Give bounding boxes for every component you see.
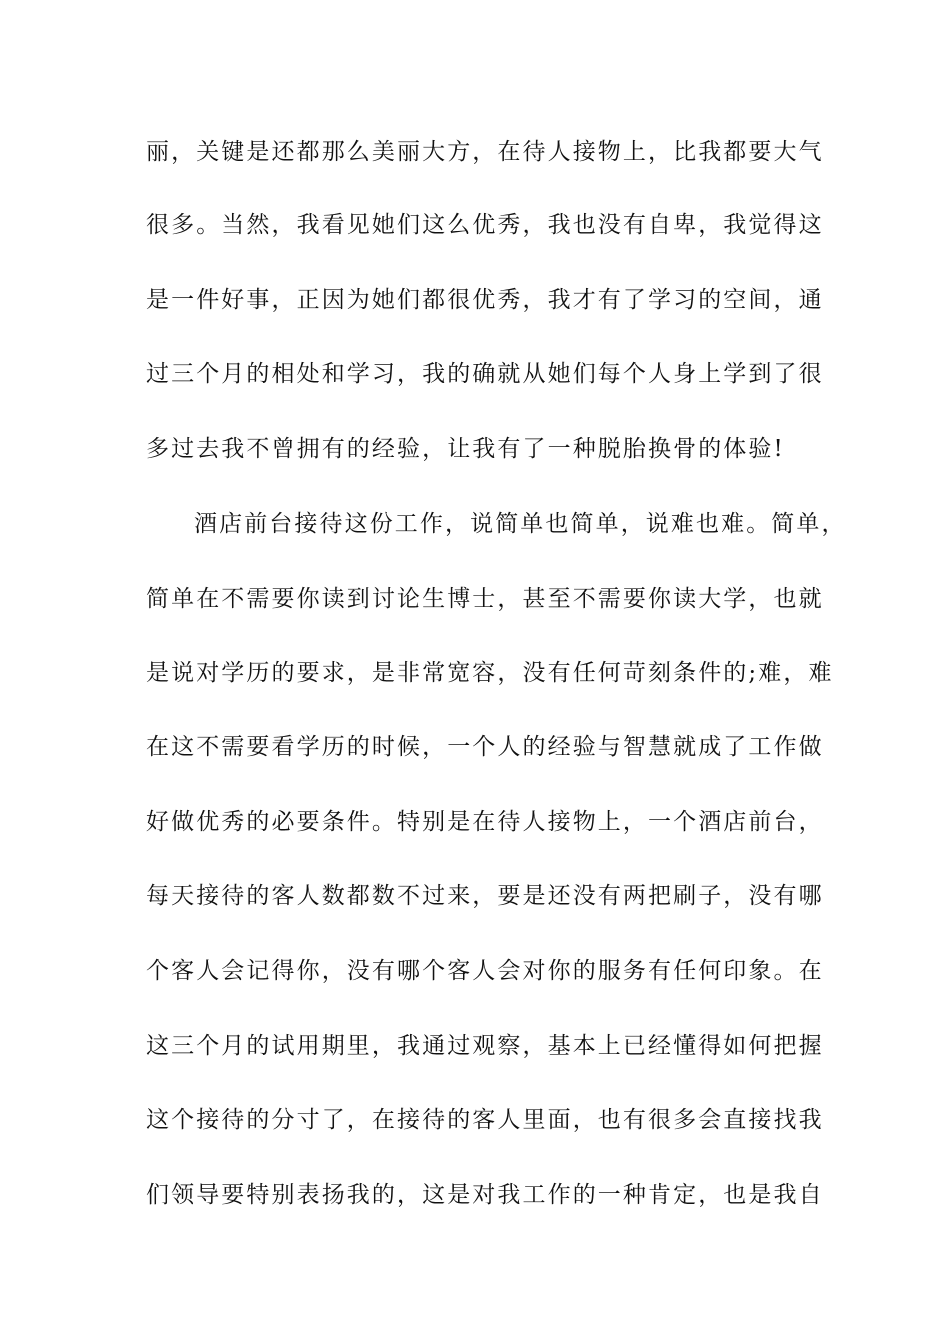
text-line-8: 是说对学历的要求，是非常宽容，没有任何苛刻条件的;难，难 xyxy=(146,660,834,686)
text-line-3: 是一件好事，正因为她们都很优秀，我才有了学习的空间，通 xyxy=(146,287,824,313)
text-line-14: 这个接待的分寸了，在接待的客人里面，也有很多会直接找我 xyxy=(146,1107,824,1133)
text-line-2: 很多。当然，我看见她们这么优秀，我也没有自卑，我觉得这 xyxy=(146,212,824,238)
text-line-12: 个客人会记得你，没有哪个客人会对你的服务有任何印象。在 xyxy=(146,958,824,984)
text-line-11: 每天接待的客人数都数不过来，要是还没有两把刷子，没有哪 xyxy=(146,883,824,909)
text-line-13: 这三个月的试用期里，我通过观察，基本上已经懂得如何把握 xyxy=(146,1033,824,1059)
text-line-10: 好做优秀的必要条件。特别是在待人接物上，一个酒店前台， xyxy=(146,809,824,835)
text-line-15: 们领导要特别表扬我的，这是对我工作的一种肯定，也是我自 xyxy=(146,1182,824,1208)
text-line-4: 过三个月的相处和学习，我的确就从她们每个人身上学到了很 xyxy=(146,361,824,387)
text-line-6: 酒店前台接待这份工作，说简单也简单，说难也难。简单， xyxy=(194,511,847,537)
text-line-9: 在这不需要看学历的时候，一个人的经验与智慧就成了工作做 xyxy=(146,734,824,760)
text-line-7: 简单在不需要你读到讨论生博士，甚至不需要你读大学，也就 xyxy=(146,586,824,612)
text-line-1: 丽，关键是还都那么美丽大方，在待人接物上，比我都要大气 xyxy=(146,139,824,165)
text-line-5: 多过去我不曾拥有的经验，让我有了一种脱胎换骨的体验! xyxy=(146,436,785,462)
